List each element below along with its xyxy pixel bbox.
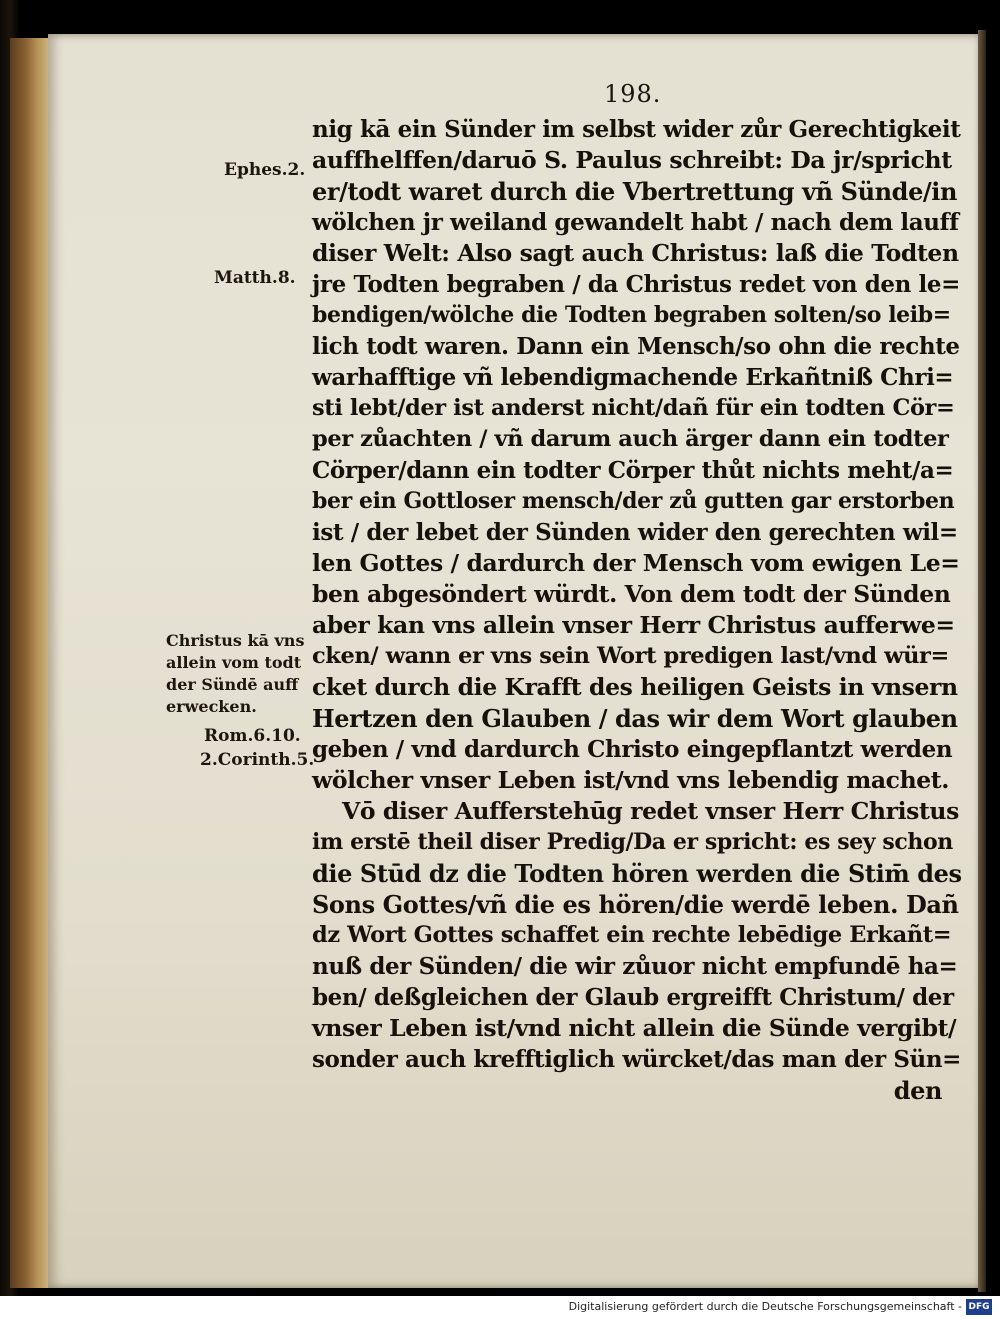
text-line: Sons Gottes/vñ die es hören/die werdē leben. Dañ — [312, 890, 959, 919]
book-spine-edge — [10, 38, 50, 1288]
margin-note-rom: Rom.6.10. — [204, 726, 301, 746]
text-line: aber kan vns allein vnser Herr Christus aufferwe= — [312, 611, 955, 639]
margin-note-block — [166, 630, 316, 718]
text-line: diser Welt: Also sagt auch Christus: laß die Todten — [312, 239, 959, 267]
margin-note-line: erwecken. — [166, 697, 257, 716]
text-line: warhafftige vñ lebendigmachende Erkañtniß Chri= — [312, 364, 954, 391]
page-number: 198. — [604, 80, 662, 108]
text-line: bendigen/wölche die Todten begraben solten/so leib= — [312, 302, 951, 328]
text-line: sti lebt/der ist anderst nicht/dañ für ein todten Cör= — [312, 395, 955, 421]
text-line: jre Todten begraben / da Christus redet von den le= — [312, 271, 960, 298]
text-line: per zůachten / vñ darum auch ärger dann ein todter — [312, 426, 949, 452]
text-line: ber ein Gottloser mensch/der zů gutten gar erstorben — [312, 488, 955, 514]
text-line: wölcher vnser Leben ist/vnd vns lebendig machet. — [312, 766, 950, 794]
text-line: wölchen jr weiland gewandelt habt / nach dem lauff — [312, 209, 959, 236]
margin-note-line: allein vom todt — [166, 653, 302, 672]
text-line: Vō diser Aufferstehūg redet vnser Herr Christus — [342, 797, 959, 825]
text-line: ben abgesöndert würdt. Von dem todt der Sünden — [312, 580, 951, 608]
text-line: cket durch die Krafft des heiligen Geists in vnsern — [312, 673, 958, 701]
text-line: lich todt waren. Dann ein Mensch/so ohn die rechte — [312, 333, 960, 360]
text-line: ist / der lebet der Sünden wider den gerechten wil= — [312, 519, 958, 546]
body-text — [312, 114, 962, 1106]
margin-note-line: der Sündē auff — [166, 675, 299, 694]
text-line: die Stūd dz die Todten hören werden die Stim̄ des — [312, 859, 962, 888]
text-line: len Gottes / dardurch der Mensch vom ewigen Le= — [312, 549, 960, 577]
text-line: vnser Leben ist/vnd nicht allein die Sünde vergibt/ — [312, 1014, 957, 1042]
text-line: cken/ wann er vns sein Wort predigen last/vnd wür= — [312, 643, 949, 669]
text-line: nuß der Sünden/ die wir zůuor nicht empfundē ha= — [312, 953, 958, 980]
text-line: Hertzen den Glauben / das wir dem Wort glauben — [312, 704, 958, 733]
footer-bar — [0, 1296, 1000, 1319]
page-edge — [978, 30, 986, 1292]
text-line: geben / vnd dardurch Christo eingepflantzt werden — [312, 736, 953, 763]
text-line: im erstē theil diser Predig/Da er spricht: es sey schon — [312, 829, 953, 855]
margin-note-ephes: Ephes.2. — [224, 160, 306, 180]
text-line: er/todt waret durch die Vbertrettung vñ Sünde/in — [312, 177, 958, 206]
dfg-logo: DFG — [966, 1299, 992, 1315]
margin-note-corinth: 2.Corinth.5. — [200, 750, 315, 770]
text-line: dz Wort Gottes schaffet ein rechte lebēdige Erkañt= — [312, 922, 952, 948]
text-line: Cörper/dann ein todter Cörper thůt nichts meht/a= — [312, 457, 954, 484]
text-line: nig kā ein Sünder im selbst wider zůr Gerechtigkeit — [312, 116, 961, 143]
text-line: auffhelffen/daruō S. Paulus schreibt: Da jr/spricht — [312, 146, 952, 174]
text-line: sonder auch krefftiglich würcket/das man der Sün= — [312, 1046, 962, 1073]
catchword: den — [893, 1076, 942, 1105]
funding-credit: Digitalisierung gefördert durch die Deutsche Forschungsgemeinschaft - — [568, 1300, 962, 1313]
text-line: ben/ deßgleichen der Glaub ergreifft Christum/ der — [312, 984, 954, 1011]
margin-note-line: Christus kā vns — [166, 631, 305, 650]
margin-note-matth: Matth.8. — [214, 268, 296, 288]
